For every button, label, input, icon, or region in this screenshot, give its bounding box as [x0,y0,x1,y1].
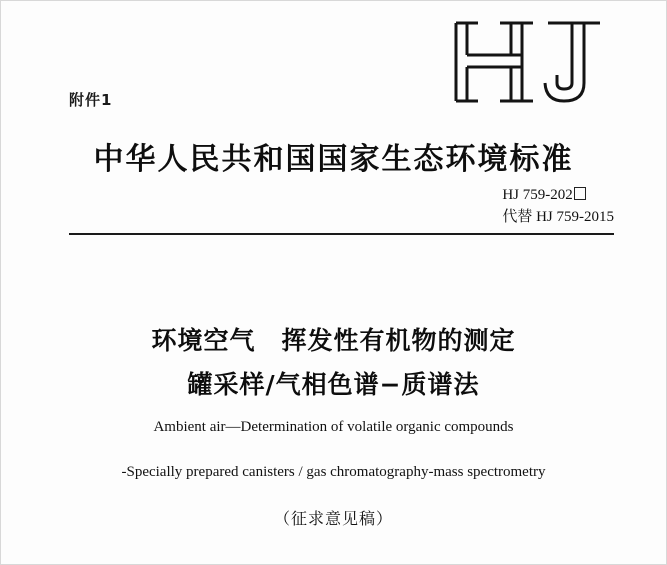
header-divider [69,233,614,235]
attachment-label: 附件1 [69,91,113,109]
replaces-line: 代替 HJ 759-2015 [502,208,614,225]
standard-organization-line: 中华人民共和国国家生态环境标准 [93,142,574,177]
title-chinese-line2: 罐采样/气相色谱−质谱法 [187,369,480,399]
standard-number-line [502,185,614,207]
placeholder-box-icon [574,187,586,200]
standard-code-block [502,185,614,229]
title-chinese [1,319,666,407]
draft-status-note: （征求意见稿） [273,509,393,528]
title-english-line2: -Specially prepared canisters / gas chromatography-mass spectrometry [121,464,546,480]
title-english-line1: Ambient air—Determination of volatile organic compounds [153,419,514,435]
standard-number: HJ 759-202 [502,187,573,203]
hj-logo [448,15,608,111]
title-chinese-line1: 环境空气 挥发性有机物的测定 [151,326,516,355]
